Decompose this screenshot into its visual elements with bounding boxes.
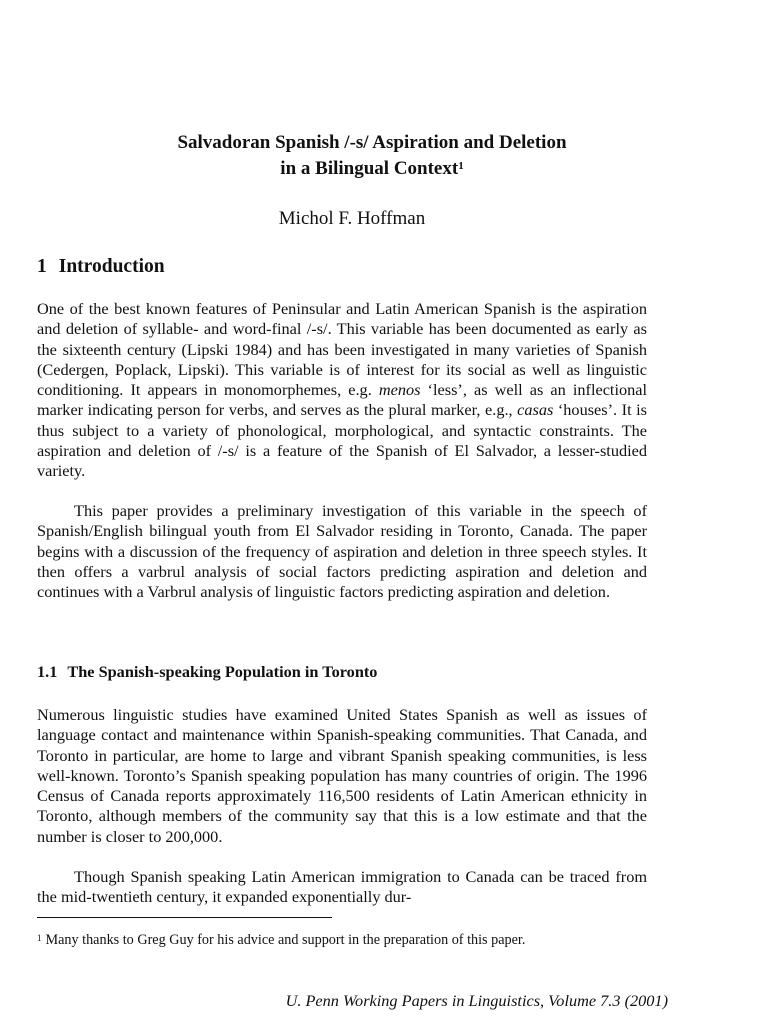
section-heading-introduction bbox=[37, 254, 165, 280]
paragraph-1 bbox=[37, 299, 647, 482]
paragraph-1-text-b: ‘less’, as well as an inflectional marker indicating person for verbs, and serves as the plural marker, e.g., bbox=[37, 380, 647, 420]
footnote-divider bbox=[37, 917, 332, 918]
author-name: Michol F. Hoffman bbox=[278, 208, 426, 229]
footnote-marker: 1 bbox=[37, 933, 42, 943]
paper-title-line-2: in a Bilingual Context bbox=[280, 158, 459, 179]
paragraph-4 bbox=[37, 867, 647, 908]
running-footer: U. Penn Working Papers in Linguistics, Volume 7.3 (2001) bbox=[285, 991, 668, 1010]
footnote bbox=[37, 931, 647, 950]
example-word-menos: menos bbox=[378, 380, 421, 400]
subsection-number: 1.1 bbox=[37, 662, 58, 681]
section-title: Introduction bbox=[58, 256, 165, 277]
paragraph-3 bbox=[37, 705, 647, 847]
paragraph-1-text-a: One of the best known features of Peninsular and Latin American Spanish is the aspiration and deletion of syllable- and word-final /-s/. This variable has been documented as early as the sixteenth century (Lipski 1984) and has been investigated in many varieties of Spanish (Cedergen, Poplack, Lipski). This variable is of interest for its social as well as linguistic conditioning. It appears in monomorphemes, e.g. bbox=[37, 299, 647, 400]
paragraph-4-text: Though Spanish speaking Latin American immigration to Canada can be traced from the mid-twentieth century, it expanded exponentially dur- bbox=[37, 867, 647, 907]
section-number: 1 bbox=[37, 256, 47, 277]
subsection-title: The Spanish-speaking Population in Toronto bbox=[67, 662, 378, 681]
footnote-text: Many thanks to Greg Guy for his advice and support in the preparation of this paper. bbox=[45, 932, 526, 948]
paragraph-2-text: This paper provides a preliminary investigation of this variable in the speech of Spanish/English bilingual youth from El Salvador residing in Toronto, Canada. The paper begins with a discussion of the frequency of aspiration and deletion in three speech styles. It then offers a varbrul analysis of social factors predicting aspiration and deletion and continues with a Varbrul analysis of linguistic factors predicting aspiration and deletion. bbox=[37, 501, 647, 602]
paragraph-1-text-c: ‘houses’. It is thus subject to a variety of phonological, morphological, and syntactic constraints. The aspiration and deletion of /-s/ is a feature of the Spanish of El Salvador, a lesser-studied variety. bbox=[37, 400, 647, 481]
subsection-heading bbox=[37, 662, 377, 682]
paragraph-2 bbox=[37, 501, 647, 602]
paragraph-3-text: Numerous linguistic studies have examined United States Spanish as well as issues of language contact and maintenance within Spanish-speaking communities. That Canada, and Toronto in particular, are home to large and vibrant Spanish speaking communities, is less well-known. Toronto’s Spanish speaking population has many countries of origin. The 1996 Census of Canada reports approximately 116,500 residents of Latin American ethnicity in Toronto, although members of the community say that this is a low estimate and that the number is closer to 200,000. bbox=[37, 705, 647, 846]
example-word-casas: casas bbox=[517, 400, 554, 420]
paper-title-line-1: Salvadoran Spanish /-s/ Aspiration and Deletion bbox=[177, 132, 567, 153]
paper-title bbox=[0, 130, 744, 182]
title-footnote-marker[interactable]: 1 bbox=[458, 160, 464, 172]
